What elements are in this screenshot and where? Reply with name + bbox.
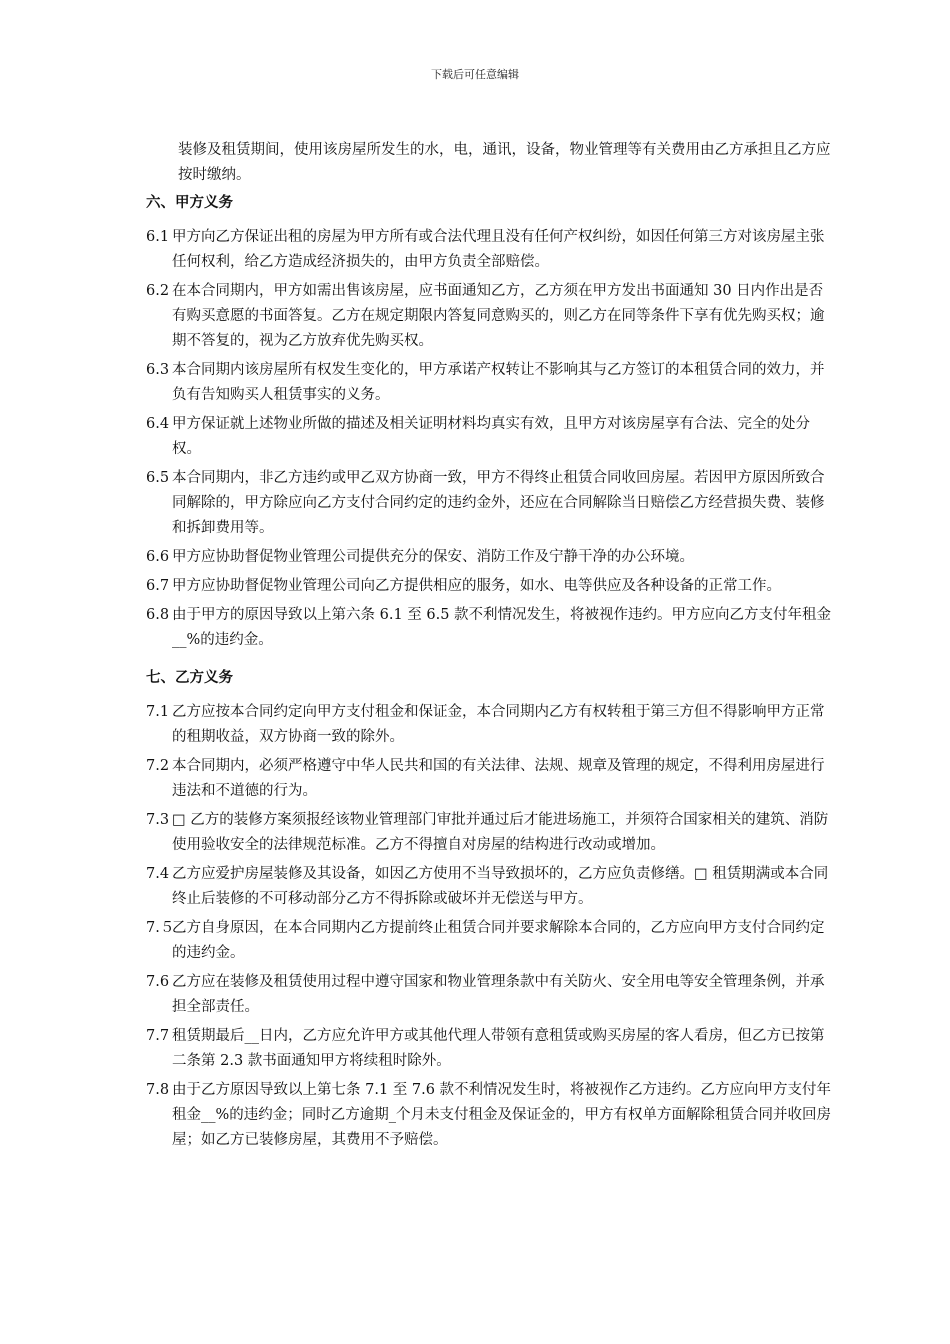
section-7-clause <box>146 970 836 1020</box>
section-7-clause <box>146 700 836 750</box>
section-6-clauses <box>146 225 836 663</box>
clause-text: 乙方应爱护房屋装修及其设备，如因乙方使用不当导致损坏的，乙方应负责修缮。□ 租赁期满或本合同终止后装修的不可移动部分乙方不得拆除或破坏并无偿送与甲方。 <box>172 866 829 907</box>
clause-number: 7.2 <box>146 758 170 774</box>
clause-number: 7.1 <box>146 704 170 720</box>
section-7-clause <box>146 1024 836 1074</box>
section-7-clause <box>146 916 836 966</box>
clause-number: 7.8 <box>146 1082 170 1098</box>
section-6-heading: 六、甲方义务 <box>146 194 233 211</box>
clause-number: 7.7 <box>146 1028 170 1044</box>
clause-text: 甲方保证就上述物业所做的描述及相关证明材料均真实有效，且甲方对该房屋享有合法、完全的处分权。 <box>172 416 810 457</box>
clause-text: 乙方应在装修及租赁使用过程中遵守国家和物业管理条款中有关防火、安全用电等安全管理条例，并承担全部责任。 <box>172 974 825 1015</box>
clause-text: 乙方自身原因，在本合同期内乙方提前终止租赁合同并要求解除本合同的，乙方应向甲方支付合同约定的违约金。 <box>172 920 825 961</box>
clause-number: 6.3 <box>146 362 170 378</box>
section-7-heading: 七、乙方义务 <box>146 669 233 686</box>
clause-number: 7.4 <box>146 866 170 882</box>
section-6-clause <box>146 545 836 570</box>
section-6-clause <box>146 412 836 462</box>
continuation-paragraph: 装修及租赁期间，使用该房屋所发生的水，电，通讯，设备，物业管理等有关费用由乙方承担且乙方应按时缴纳。 <box>178 142 831 183</box>
section-6-clause <box>146 358 836 408</box>
clause-text: 由于乙方原因导致以上第七条 7.1 至 7.6 款不利情况发生时，将被视作乙方违约。乙方应向甲方支付年租金__%的违约金；同时乙方逾期_个月未支付租金及保证金的，甲方有权单方面解除租赁合同并收回房屋；如乙方已装修房屋，其费用不予赔偿。 <box>172 1082 832 1148</box>
clause-text: 本合同期内，必须严格遵守中华人民共和国的有关法律、法规、规章及管理的规定，不得利用房屋进行违法和不道德的行为。 <box>172 758 825 799</box>
clause-text: 本合同期内，非乙方违约或甲乙双方协商一致，甲方不得终止租赁合同收回房屋。若因甲方原因所致合同解除的，甲方除应向乙方支付合同约定的违约金外，还应在合同解除当日赔偿乙方经营损失费、装修和拆卸费用等。 <box>172 470 825 536</box>
clause-text: □ 乙方的装修方案须报经该物业管理部门审批并通过后才能进场施工，并须符合国家相关的建筑、消防使用验收安全的法律规范标准。乙方不得擅自对房屋的结构进行改动或增加。 <box>172 812 829 853</box>
clause-text: 在本合同期内，甲方如需出售该房屋，应书面通知乙方，乙方须在甲方发出书面通知 30 日内作出是否有购买意愿的书面答复。乙方在规定期限内答复同意购买的，则乙方在同等条件下享有优先购买权；逾期不答复的，视为乙方放弃优先购买权。 <box>172 283 825 349</box>
page-header-note: 下载后可任意编辑 <box>431 68 519 81</box>
clause-text: 本合同期内该房屋所有权发生变化的，甲方承诺产权转让不影响其与乙方签订的本租赁合同的效力，并负有告知购买人租赁事实的义务。 <box>172 362 825 403</box>
section-7-clause <box>146 862 836 912</box>
clause-text: 甲方应协助督促物业管理公司提供充分的保安、消防工作及宁静干净的办公环境。 <box>172 549 694 565</box>
section-6-clause <box>146 603 836 653</box>
section-6-clause <box>146 279 836 354</box>
clause-number: 7.3 <box>146 812 170 828</box>
document-body <box>146 138 836 1163</box>
section-6-clause <box>146 225 836 275</box>
clause-text: 租赁期最后__日内，乙方应允许甲方或其他代理人带领有意租赁或购买房屋的客人看房，但乙方已按第二条第 2.3 款书面通知甲方将续租时除外。 <box>172 1028 825 1069</box>
section-7-clause <box>146 1078 836 1153</box>
clause-number: 6.5 <box>146 470 170 486</box>
section-6-clause <box>146 466 836 541</box>
section-6-clause <box>146 574 836 599</box>
clause-number: 6.1 <box>146 229 170 245</box>
clause-number: 6.6 <box>146 549 170 565</box>
clause-number: 6.8 <box>146 607 170 623</box>
clause-number: 7.6 <box>146 974 170 990</box>
section-7-clauses <box>146 700 836 1163</box>
clause-number: 6.2 <box>146 283 170 299</box>
clause-number: 7.５ <box>146 920 175 936</box>
clause-number: 6.4 <box>146 416 170 432</box>
clause-text: 甲方应协助督促物业管理公司向乙方提供相应的服务，如水、电等供应及各种设备的正常工作。 <box>172 578 781 594</box>
section-7-clause <box>146 754 836 804</box>
section-7-clause <box>146 808 836 858</box>
clause-text: 由于甲方的原因导致以上第六条 6.1 至 6.5 款不利情况发生，将被视作违约。甲方应向乙方支付年租金__%的违约金。 <box>172 607 832 648</box>
clause-number: 6.7 <box>146 578 170 594</box>
clause-text: 乙方应按本合同约定向甲方支付租金和保证金，本合同期内乙方有权转租于第三方但不得影响甲方正常的租期收益，双方协商一致的除外。 <box>172 704 825 745</box>
clause-text: 甲方向乙方保证出租的房屋为甲方所有或合法代理且没有任何产权纠纷，如因任何第三方对该房屋主张任何权利，给乙方造成经济损失的，由甲方负责全部赔偿。 <box>172 229 825 270</box>
